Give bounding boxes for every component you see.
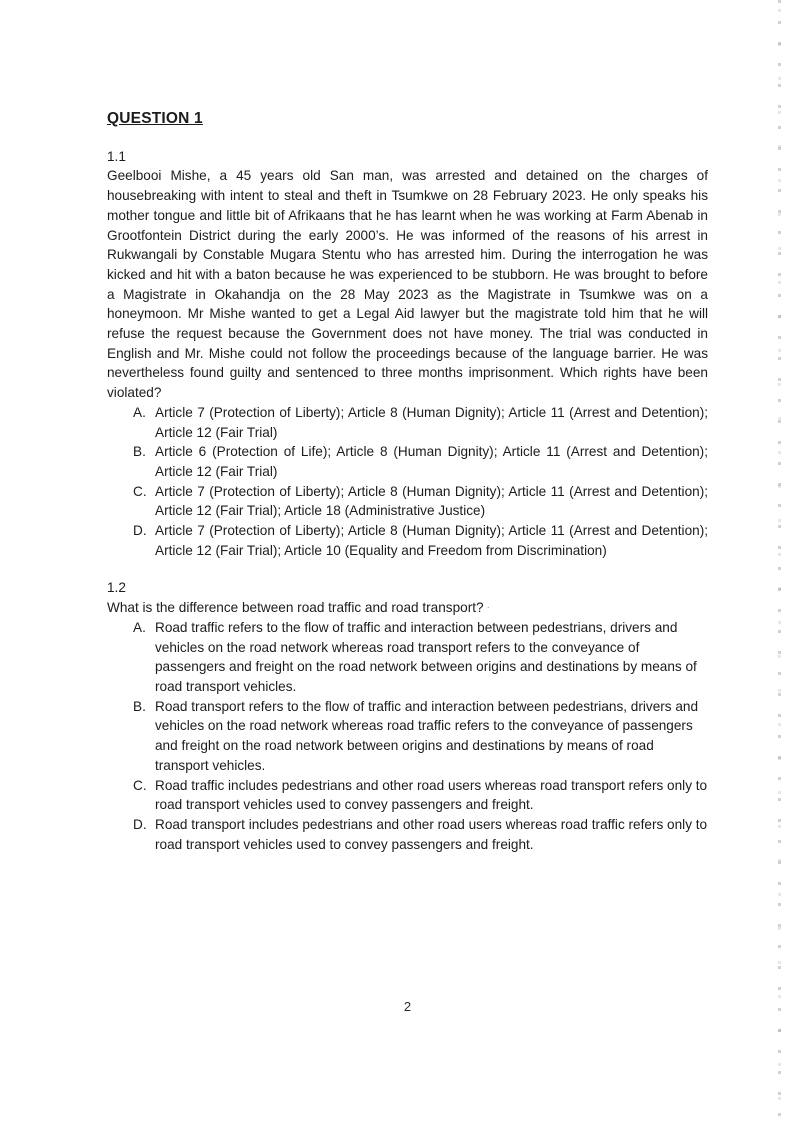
option-text: Road transport refers to the flow of traffic and interaction between pedestrians, drivers and vehicles on the road network whereas road traffic refers to the conveyance of passengers and freight on the road network between origins and destinations by means of road transport vehicles. [155,698,699,773]
option-1-2-a [107,618,708,697]
option-text: Article 7 (Protection of Liberty); Article 8 (Human Dignity); Article 11 (Arrest and Detention); Article 12 (Fair Trial) [155,404,708,440]
option-1-2-b [107,697,708,776]
option-text: Road transport includes pedestrians and other road users whereas road traffic refers only to road transport vehicles used to convey passengers and freight. [155,816,708,852]
page-number: 2 [403,999,412,1014]
option-letter: A. [133,619,146,635]
option-1-2-d [107,815,708,854]
option-letter: C. [133,483,147,499]
option-text: Article 7 (Protection of Liberty); Article 8 (Human Dignity); Article 11 (Arrest and Detention); Article 12 (Fair Trial); Article 18 (Administrative Justice) [155,483,708,519]
option-1-1-c [107,482,708,521]
question-1-2-text: What is the difference between road traffic and road transport? [107,600,484,616]
question-1-2 [107,578,708,854]
option-letter: A. [133,404,146,420]
option-text: Road traffic refers to the flow of traffic and interaction between pedestrians, drivers and vehicles on the road network whereas road transport refers to the conveyance of passengers and freight on the road network between origins and destinations by means of road transport vehicles. [155,619,697,694]
option-text: Article 6 (Protection of Life); Article 8 (Human Dignity); Article 11 (Arrest and Detention); Article 12 (Fair Trial) [155,444,708,479]
option-letter: D. [133,523,147,539]
option-letter: B. [133,444,146,460]
option-letter: C. [133,777,147,793]
question-1-1-options [107,403,708,561]
option-letter: D. [133,816,147,832]
question-1-1 [107,147,708,561]
option-text: Article 7 (Protection of Liberty); Article 8 (Human Dignity); Article 11 (Arrest and Detention); Article 12 (Fair Trial); Article 10 (Equality and Freedom from Discrimination) [155,523,708,558]
page-content [107,109,708,854]
question-1-2-number: 1.2 [107,580,126,596]
option-1-1-d [107,521,708,560]
option-letter: B. [133,698,146,714]
question-1-2-options [107,618,708,854]
question-1-1-number: 1.1 [107,148,126,164]
scan-artifact-edge [778,0,781,1123]
option-text: Road traffic includes pedestrians and other road users whereas road transport refers only to road transport vehicles used to convey passengers and freight. [155,777,708,813]
option-1-2-c [107,776,708,815]
scan-artifact-dot: · [486,602,490,614]
question-heading: QUESTION 1 [107,110,203,127]
option-1-1-a [107,403,708,442]
option-1-1-b [107,442,708,481]
question-1-1-body: Geelbooi Mishe, a 45 years old San man, was arrested and detained on the charges of housebreaking with intent to steal and theft in Tsumkwe on 28 February 2023. He only speaks his mother tongue and little bit of Afrikaans that he has learnt when he was working at Farm Abenab in Grootfontein District during the early 2000’s. He was informed of the reasons of his arrest in Rukwangali by Constable Mugara Stentu who has arrested him. During the interrogation he was kicked and hit with a baton because he was experienced to be stubborn. He was brought to before a Magistrate in Okahandja on the 28 May 2023 as the Magistrate in Tsumkwe was on a honeymoon. Mr Mishe wanted to get a Legal Aid lawyer but the magistrate told him that he will refuse the request because the Government does not have money. The trial was conducted in English and Mr. Mishe could not follow the proceedings because of the language barrier. He was nevertheless found guilty and sentenced to three months imprisonment. Which rights have been violated? [107,168,708,401]
question-1-2-body [107,598,708,618]
